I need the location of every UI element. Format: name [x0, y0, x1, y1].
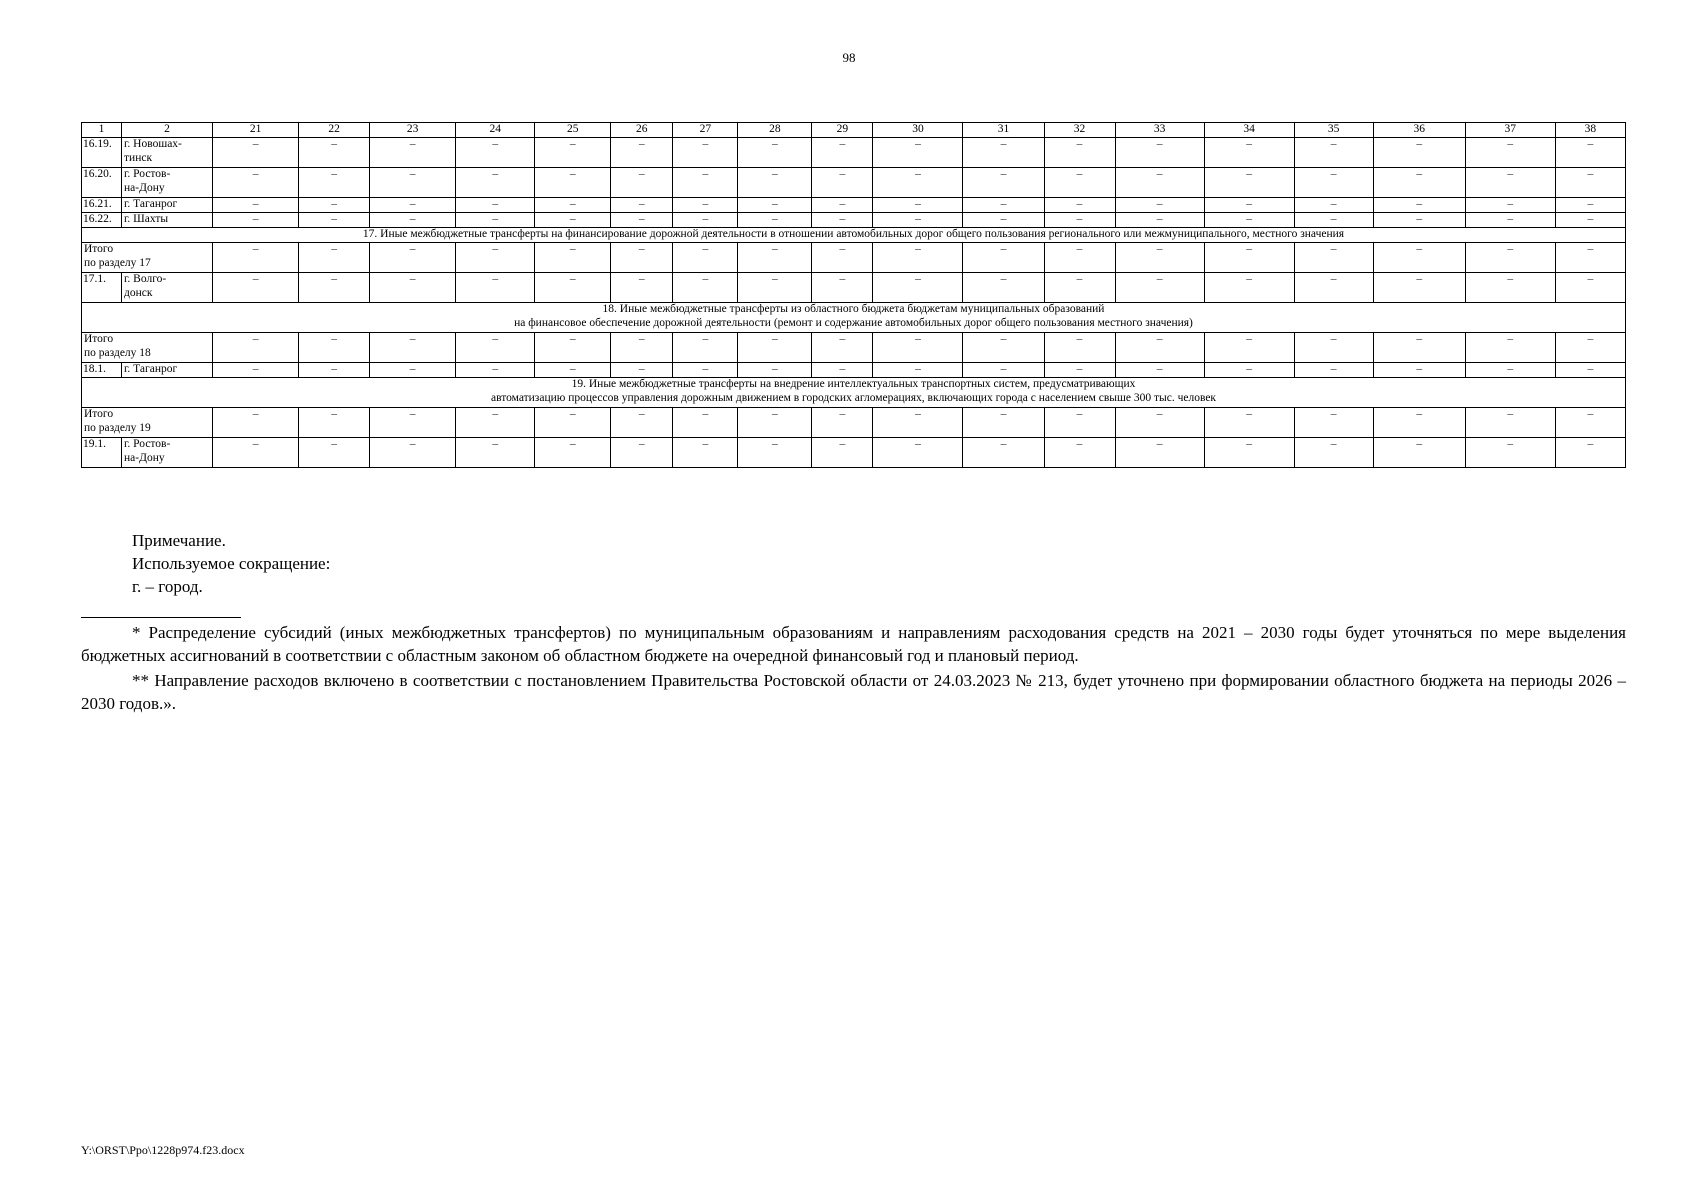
row-number: 16.21.	[82, 198, 122, 213]
dash-cell: –	[812, 273, 873, 303]
section-title-line: 18. Иные межбюджетные трансферты из областного бюджета бюджетам муниципальных образований	[602, 303, 1105, 315]
dash-cell: –	[611, 198, 673, 213]
dash-cell: –	[1373, 363, 1465, 378]
note-title: Примечание.	[132, 531, 226, 550]
dash-cell: –	[1465, 363, 1555, 378]
dash-cell: –	[738, 438, 812, 468]
dash-cell: –	[370, 213, 456, 228]
dash-cell: –	[1294, 408, 1373, 438]
dash-cell: –	[1555, 138, 1625, 168]
dash-cell: –	[1115, 243, 1204, 273]
dash-cell: –	[370, 363, 456, 378]
column-header: 36	[1373, 123, 1465, 138]
column-header: 21	[213, 123, 299, 138]
dash-cell: –	[738, 198, 812, 213]
dash-cell: –	[456, 213, 535, 228]
dash-cell: –	[812, 243, 873, 273]
dash-cell: –	[873, 333, 963, 363]
row-number: 16.20.	[82, 168, 122, 198]
table-row	[82, 138, 1626, 168]
dash-cell: –	[1204, 363, 1294, 378]
dash-cell: –	[213, 198, 299, 213]
dash-cell: –	[1204, 213, 1294, 228]
dash-cell: –	[963, 198, 1044, 213]
municipality-name-line: г. Волго-	[124, 273, 167, 285]
row-number: 16.19.	[82, 138, 122, 168]
section-title	[82, 303, 1626, 333]
table-row	[82, 198, 1626, 213]
dash-cell: –	[611, 408, 673, 438]
dash-cell: –	[812, 438, 873, 468]
dash-cell: –	[963, 438, 1044, 468]
dash-cell: –	[738, 168, 812, 198]
dash-cell: –	[1044, 408, 1115, 438]
dash-cell: –	[1465, 243, 1555, 273]
dash-cell: –	[1465, 273, 1555, 303]
dash-cell: –	[1555, 273, 1625, 303]
dash-cell: –	[1555, 363, 1625, 378]
dash-cell: –	[738, 333, 812, 363]
column-header: 32	[1044, 123, 1115, 138]
dash-cell: –	[1044, 333, 1115, 363]
dash-cell: –	[1115, 273, 1204, 303]
dash-cell: –	[213, 243, 299, 273]
table-row	[82, 438, 1626, 468]
dash-cell: –	[1115, 333, 1204, 363]
dash-cell: –	[673, 273, 738, 303]
dash-cell: –	[963, 273, 1044, 303]
dash-cell: –	[963, 408, 1044, 438]
municipality-name: г. Таганрог	[122, 198, 213, 213]
dash-cell: –	[873, 168, 963, 198]
dash-cell: –	[456, 438, 535, 468]
dash-cell: –	[1294, 243, 1373, 273]
dash-cell: –	[1555, 168, 1625, 198]
dash-cell: –	[370, 408, 456, 438]
dash-cell: –	[535, 408, 611, 438]
dash-cell: –	[738, 213, 812, 228]
dash-cell: –	[1044, 363, 1115, 378]
column-header: 30	[873, 123, 963, 138]
dash-cell: –	[812, 138, 873, 168]
dash-cell: –	[1115, 408, 1204, 438]
dash-cell: –	[1115, 363, 1204, 378]
dash-cell: –	[1373, 438, 1465, 468]
notes-block	[132, 529, 330, 598]
dash-cell: –	[611, 438, 673, 468]
column-header: 37	[1465, 123, 1555, 138]
municipality-name	[122, 138, 213, 168]
municipality-name-line: донск	[124, 286, 153, 299]
dash-cell: –	[611, 333, 673, 363]
dash-cell: –	[673, 168, 738, 198]
dash-cell: –	[673, 438, 738, 468]
dash-cell: –	[738, 138, 812, 168]
dash-cell: –	[535, 213, 611, 228]
dash-cell: –	[1555, 243, 1625, 273]
dash-cell: –	[812, 198, 873, 213]
dash-cell: –	[299, 438, 370, 468]
row-number: 19.1.	[82, 438, 122, 468]
footnote-2: ** Направление расходов включено в соответствии с постановлением Правительства Ростовской области от 24.03.2023 № 213, будет уточнено при формировании областного бюджета на периоды 2026 – 2030 годов.».	[81, 671, 1626, 713]
page-number: 98	[842, 50, 856, 65]
dash-cell: –	[456, 198, 535, 213]
dash-cell: –	[1044, 198, 1115, 213]
dash-cell: –	[738, 273, 812, 303]
municipality-name-line: г. Новошах-	[124, 138, 182, 150]
municipality-name-line: г. Ростов-	[124, 168, 171, 180]
dash-cell: –	[963, 138, 1044, 168]
dash-cell: –	[673, 333, 738, 363]
section-title	[82, 228, 1626, 243]
dash-cell: –	[535, 363, 611, 378]
dash-cell: –	[456, 168, 535, 198]
column-header: 2	[122, 123, 213, 138]
dash-cell: –	[213, 213, 299, 228]
municipality-name-line: тинск	[124, 151, 153, 164]
dash-cell: –	[1204, 273, 1294, 303]
dash-cell: –	[873, 243, 963, 273]
column-header: 35	[1294, 123, 1373, 138]
dash-cell: –	[535, 198, 611, 213]
section-title-line: на финансовое обеспечение дорожной деятельности (ремонт и содержание автомобильных дорог общего пользования местного значения)	[514, 316, 1193, 329]
column-header: 31	[963, 123, 1044, 138]
dash-cell: –	[1373, 243, 1465, 273]
dash-cell: –	[456, 273, 535, 303]
dash-cell: –	[1294, 168, 1373, 198]
footnote-1: * Распределение субсидий (иных межбюджетных трансфертов) по муниципальным образованиям и направлениям расходования средств на 2021 – 2030 годы будет уточняться по мере выделения бюджетных ассигнований в соответствии с областным законом об областном бюджете на очередной финансовый год и плановый период.	[81, 623, 1626, 665]
dash-cell: –	[963, 213, 1044, 228]
table-row	[82, 273, 1626, 303]
footnote-separator	[81, 617, 241, 618]
dash-cell: –	[1115, 198, 1204, 213]
dash-cell: –	[535, 243, 611, 273]
dash-cell: –	[1555, 198, 1625, 213]
budget-table	[81, 122, 1626, 468]
dash-cell: –	[299, 333, 370, 363]
dash-cell: –	[1115, 438, 1204, 468]
dash-cell: –	[213, 273, 299, 303]
dash-cell: –	[812, 168, 873, 198]
dash-cell: –	[1555, 333, 1625, 363]
dash-cell: –	[456, 333, 535, 363]
row-number: 17.1.	[82, 273, 122, 303]
dash-cell: –	[738, 243, 812, 273]
column-header: 1	[82, 123, 122, 138]
total-label-line: по разделу 19	[84, 421, 151, 434]
column-header: 34	[1204, 123, 1294, 138]
municipality-name-line: на-Дону	[124, 181, 165, 194]
dash-cell: –	[1555, 438, 1625, 468]
total-label-line: по разделу 18	[84, 346, 151, 359]
file-path: Y:\ORST\Ppo\1228p974.f23.docx	[81, 1143, 245, 1157]
dash-cell: –	[611, 273, 673, 303]
column-header: 27	[673, 123, 738, 138]
note-abbreviation: г. – город.	[132, 577, 203, 596]
dash-cell: –	[673, 138, 738, 168]
dash-cell: –	[1294, 198, 1373, 213]
section-title-line: 19. Иные межбюджетные трансферты на внедрение интеллектуальных транспортных систем, предусматривающих	[571, 378, 1136, 390]
dash-cell: –	[1373, 168, 1465, 198]
dash-cell: –	[673, 213, 738, 228]
table-row	[82, 213, 1626, 228]
column-header: 22	[299, 123, 370, 138]
dash-cell: –	[963, 363, 1044, 378]
dash-cell: –	[1465, 408, 1555, 438]
dash-cell: –	[213, 168, 299, 198]
row-number: 18.1.	[82, 363, 122, 378]
dash-cell: –	[1294, 363, 1373, 378]
dash-cell: –	[299, 273, 370, 303]
dash-cell: –	[611, 363, 673, 378]
total-label	[82, 333, 213, 363]
dash-cell: –	[1465, 438, 1555, 468]
dash-cell: –	[370, 243, 456, 273]
dash-cell: –	[1044, 138, 1115, 168]
dash-cell: –	[213, 408, 299, 438]
dash-cell: –	[812, 213, 873, 228]
dash-cell: –	[673, 198, 738, 213]
dash-cell: –	[673, 408, 738, 438]
dash-cell: –	[873, 198, 963, 213]
dash-cell: –	[963, 243, 1044, 273]
dash-cell: –	[1044, 213, 1115, 228]
dash-cell: –	[1204, 168, 1294, 198]
footnotes-block	[81, 621, 1626, 717]
dash-cell: –	[1373, 273, 1465, 303]
dash-cell: –	[299, 408, 370, 438]
section-title	[82, 378, 1626, 408]
section-title-line: 17. Иные межбюджетные трансферты на финансирование дорожной деятельности в отношении автомобильных дорог общего пользования регионального или межмуниципального, местного значения	[362, 228, 1345, 240]
column-header: 28	[738, 123, 812, 138]
dash-cell: –	[1294, 213, 1373, 228]
total-label-line: Итого	[84, 408, 114, 420]
section-row	[82, 378, 1626, 408]
section-row	[82, 228, 1626, 243]
dash-cell: –	[535, 273, 611, 303]
municipality-name: г. Шахты	[122, 213, 213, 228]
dash-cell: –	[1204, 243, 1294, 273]
column-header: 23	[370, 123, 456, 138]
dash-cell: –	[1115, 213, 1204, 228]
section-title-line: автоматизацию процессов управления дорожным движением в городских агломерациях, включающих города с населением свыше 300 тыс. человек	[490, 391, 1217, 404]
dash-cell: –	[213, 363, 299, 378]
dash-cell: –	[535, 333, 611, 363]
total-label	[82, 243, 213, 273]
dash-cell: –	[611, 213, 673, 228]
dash-cell: –	[873, 363, 963, 378]
total-label-line: Итого	[84, 333, 114, 345]
column-header: 24	[456, 123, 535, 138]
dash-cell: –	[213, 138, 299, 168]
dash-cell: –	[1294, 138, 1373, 168]
dash-cell: –	[673, 363, 738, 378]
dash-cell: –	[611, 243, 673, 273]
dash-cell: –	[370, 438, 456, 468]
total-label-line: Итого	[84, 243, 114, 255]
municipality-name	[122, 168, 213, 198]
dash-cell: –	[812, 333, 873, 363]
total-row	[82, 408, 1626, 438]
dash-cell: –	[1115, 138, 1204, 168]
row-number: 16.22.	[82, 213, 122, 228]
dash-cell: –	[738, 363, 812, 378]
dash-cell: –	[611, 168, 673, 198]
dash-cell: –	[873, 138, 963, 168]
dash-cell: –	[1044, 243, 1115, 273]
dash-cell: –	[370, 273, 456, 303]
dash-cell: –	[1555, 408, 1625, 438]
dash-cell: –	[1044, 273, 1115, 303]
dash-cell: –	[1465, 213, 1555, 228]
dash-cell: –	[370, 333, 456, 363]
dash-cell: –	[1555, 213, 1625, 228]
dash-cell: –	[611, 138, 673, 168]
dash-cell: –	[1115, 168, 1204, 198]
dash-cell: –	[1294, 273, 1373, 303]
dash-cell: –	[1373, 198, 1465, 213]
municipality-name: г. Таганрог	[122, 363, 213, 378]
dash-cell: –	[963, 168, 1044, 198]
dash-cell: –	[963, 333, 1044, 363]
dash-cell: –	[299, 243, 370, 273]
table-header-row	[82, 123, 1626, 138]
dash-cell: –	[1465, 198, 1555, 213]
dash-cell: –	[213, 438, 299, 468]
column-header: 33	[1115, 123, 1204, 138]
dash-cell: –	[1465, 168, 1555, 198]
dash-cell: –	[873, 213, 963, 228]
dash-cell: –	[299, 363, 370, 378]
municipality-name	[122, 273, 213, 303]
dash-cell: –	[299, 213, 370, 228]
dash-cell: –	[1204, 438, 1294, 468]
dash-cell: –	[456, 363, 535, 378]
dash-cell: –	[299, 168, 370, 198]
dash-cell: –	[1373, 408, 1465, 438]
dash-cell: –	[1373, 333, 1465, 363]
table-row	[82, 168, 1626, 198]
dash-cell: –	[535, 438, 611, 468]
municipality-name	[122, 438, 213, 468]
dash-cell: –	[1044, 438, 1115, 468]
dash-cell: –	[535, 138, 611, 168]
column-header: 25	[535, 123, 611, 138]
dash-cell: –	[1294, 438, 1373, 468]
dash-cell: –	[535, 168, 611, 198]
dash-cell: –	[1204, 138, 1294, 168]
dash-cell: –	[213, 333, 299, 363]
dash-cell: –	[456, 408, 535, 438]
total-label	[82, 408, 213, 438]
dash-cell: –	[1204, 408, 1294, 438]
dash-cell: –	[1204, 333, 1294, 363]
note-abbreviation-label: Используемое сокращение:	[132, 554, 331, 573]
dash-cell: –	[456, 138, 535, 168]
total-row	[82, 243, 1626, 273]
dash-cell: –	[873, 438, 963, 468]
municipality-name-line: на-Дону	[124, 451, 165, 464]
column-header: 29	[812, 123, 873, 138]
total-row	[82, 333, 1626, 363]
dash-cell: –	[1044, 168, 1115, 198]
section-row	[82, 303, 1626, 333]
dash-cell: –	[673, 243, 738, 273]
dash-cell: –	[1465, 333, 1555, 363]
dash-cell: –	[873, 273, 963, 303]
dash-cell: –	[812, 363, 873, 378]
dash-cell: –	[370, 198, 456, 213]
table-row	[82, 363, 1626, 378]
dash-cell: –	[738, 408, 812, 438]
dash-cell: –	[1373, 213, 1465, 228]
dash-cell: –	[812, 408, 873, 438]
dash-cell: –	[873, 408, 963, 438]
dash-cell: –	[1204, 198, 1294, 213]
total-label-line: по разделу 17	[84, 256, 151, 269]
municipality-name-line: г. Ростов-	[124, 438, 171, 450]
dash-cell: –	[299, 138, 370, 168]
dash-cell: –	[370, 168, 456, 198]
column-header: 26	[611, 123, 673, 138]
column-header: 38	[1555, 123, 1625, 138]
dash-cell: –	[370, 138, 456, 168]
dash-cell: –	[299, 198, 370, 213]
dash-cell: –	[1294, 333, 1373, 363]
dash-cell: –	[1373, 138, 1465, 168]
dash-cell: –	[456, 243, 535, 273]
dash-cell: –	[1465, 138, 1555, 168]
